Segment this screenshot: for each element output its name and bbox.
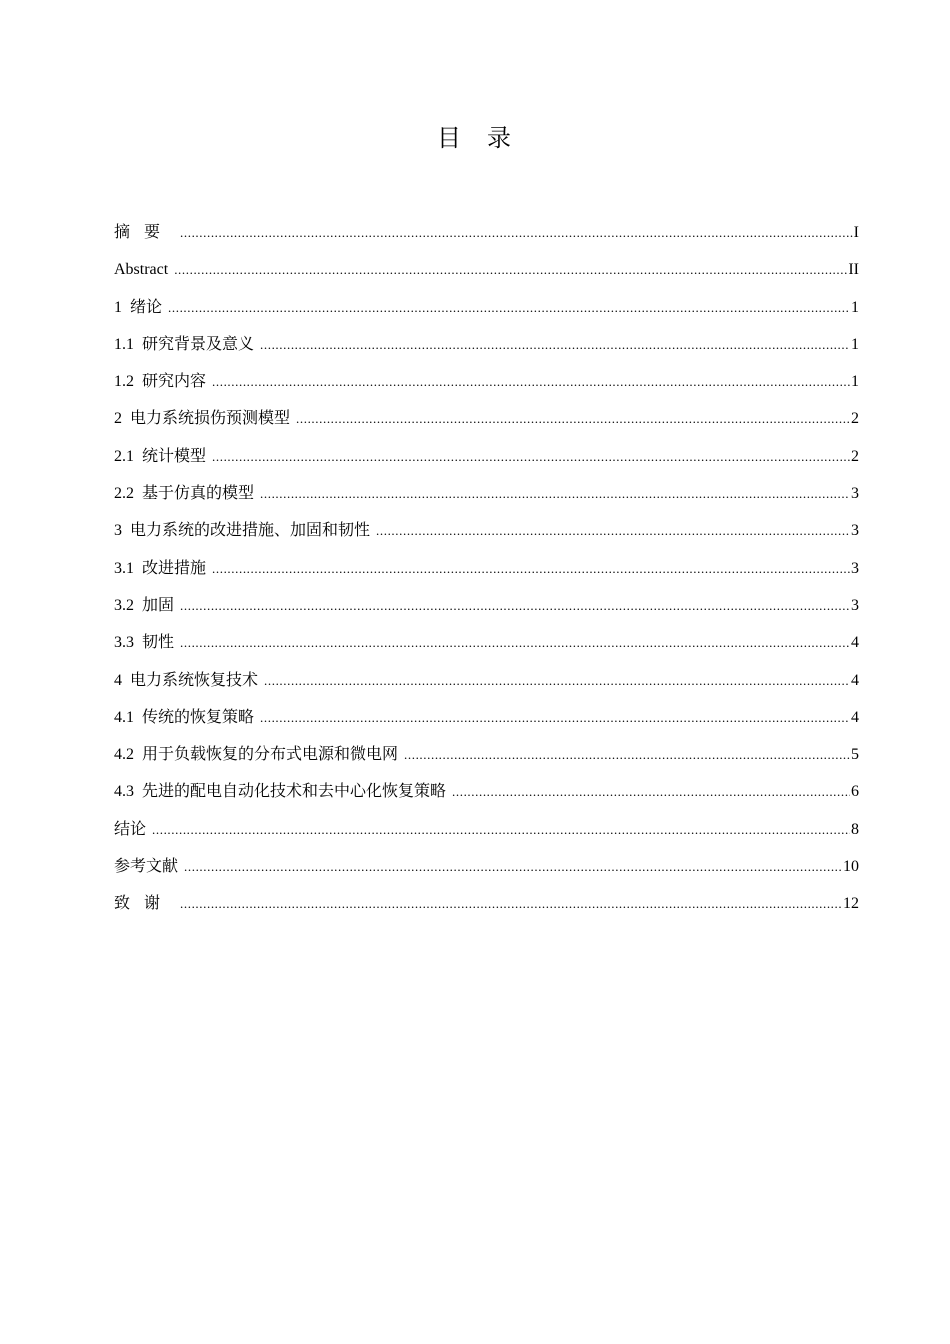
toc-entry-page-number: 8	[851, 820, 859, 838]
toc-entry[interactable]	[114, 475, 859, 512]
toc-entry-label	[114, 550, 212, 587]
toc-entry[interactable]	[114, 662, 859, 699]
toc-entry-number: 1	[114, 298, 122, 316]
toc-entry-page-number: 3	[851, 559, 859, 577]
toc-entry-number: 3.3	[114, 634, 134, 652]
toc-entry-page-number: 6	[851, 783, 859, 801]
toc-entry-text: 加固	[142, 596, 175, 614]
toc-entry-page-number: 3	[851, 596, 859, 614]
toc-entry-text: 电力系统损伤预测模型	[130, 410, 291, 428]
toc-entry-number: 3	[114, 522, 122, 540]
toc-entry-page-number: 1	[851, 373, 859, 391]
title-char-1: 目	[437, 124, 487, 152]
toc-entry-page-number: 4	[851, 708, 859, 726]
toc-entry-page-number: 5	[851, 746, 859, 764]
toc-entry-page-number: 12	[843, 895, 859, 913]
toc-entry-label	[114, 400, 296, 437]
toc-entry-page-number: 10	[843, 858, 859, 876]
toc-entry-label	[114, 438, 212, 475]
toc-entry-label	[114, 736, 404, 773]
dot-leader	[180, 587, 850, 624]
dot-leader	[296, 400, 850, 437]
toc-entry-text: 用于负载恢复的分布式电源和微电网	[142, 746, 399, 764]
toc-entry[interactable]	[114, 326, 859, 363]
toc-entry[interactable]	[114, 400, 859, 437]
toc-entry[interactable]	[114, 363, 859, 400]
toc-entry-text: 参考文献	[114, 858, 179, 876]
toc-entry-page-number: 3	[851, 522, 859, 540]
toc-entry-text: 电力系统恢复技术	[130, 671, 259, 689]
title-char-2: 录	[487, 124, 537, 152]
toc-entry-text: 先进的配电自动化技术和去中心化恢复策略	[142, 783, 447, 801]
dot-leader	[168, 289, 850, 326]
toc-entry-page-number: 1	[851, 335, 859, 353]
dot-leader	[174, 251, 847, 288]
toc-entry-page-number: 2	[851, 447, 859, 465]
toc-entry-label	[114, 363, 212, 400]
dot-leader	[260, 326, 850, 363]
dot-leader	[212, 438, 850, 475]
dot-leader	[404, 736, 850, 773]
toc-entry-number: 4.3	[114, 783, 134, 801]
toc-entry-number: 4.2	[114, 746, 134, 764]
toc-entry-label	[114, 512, 376, 549]
toc-entry-label	[114, 885, 180, 922]
toc-entry[interactable]	[114, 214, 859, 251]
toc-entry-label	[114, 848, 184, 885]
toc-entry-page-number: 2	[851, 410, 859, 428]
dot-leader	[452, 773, 850, 810]
toc-entry[interactable]	[114, 773, 859, 810]
toc-entry-text: 致谢	[114, 895, 175, 913]
toc-entry-text: Abstract	[114, 261, 169, 279]
toc-entry-label	[114, 624, 180, 661]
toc-entry[interactable]	[114, 736, 859, 773]
page-title	[0, 120, 950, 156]
toc-entry[interactable]	[114, 811, 859, 848]
toc-entry-label	[114, 251, 174, 288]
toc-entry-number: 2.2	[114, 485, 134, 503]
toc-entry[interactable]	[114, 885, 859, 922]
toc-entry-number: 1.1	[114, 335, 134, 353]
toc-entry[interactable]	[114, 251, 859, 288]
toc-entry-label	[114, 662, 264, 699]
dot-leader	[180, 624, 850, 661]
toc-entry[interactable]	[114, 587, 859, 624]
dot-leader	[152, 811, 850, 848]
toc-entry-text: 基于仿真的模型	[142, 485, 255, 503]
dot-leader	[260, 475, 850, 512]
toc-entry-label	[114, 699, 260, 736]
dot-leader	[212, 550, 850, 587]
toc-entry-text: 传统的恢复策略	[142, 708, 255, 726]
dot-leader	[376, 512, 850, 549]
toc-entry-page-number: 4	[851, 634, 859, 652]
toc-entry[interactable]	[114, 550, 859, 587]
toc-entry-number: 4	[114, 671, 122, 689]
toc-entry-text: 绪论	[130, 298, 163, 316]
toc-entry-text: 统计模型	[142, 447, 207, 465]
toc-entry[interactable]	[114, 289, 859, 326]
toc-entry-label	[114, 587, 180, 624]
toc-entry-label	[114, 773, 452, 810]
dot-leader	[180, 214, 853, 251]
toc-entry-page-number: 3	[851, 485, 859, 503]
dot-leader	[212, 363, 850, 400]
toc-entry-number: 3.2	[114, 596, 134, 614]
toc-entry[interactable]	[114, 624, 859, 661]
toc-entry-number: 3.1	[114, 559, 134, 577]
toc-entry-page-number: II	[848, 261, 859, 279]
dot-leader	[180, 885, 842, 922]
toc-entry-number: 1.2	[114, 373, 134, 391]
toc-entry-page-number: 4	[851, 671, 859, 689]
toc-entry-page-number: I	[853, 224, 859, 241]
toc-entry-text: 摘要	[114, 224, 175, 241]
toc-entry[interactable]	[114, 512, 859, 549]
toc-entry-text: 研究背景及意义	[142, 335, 255, 353]
toc-entry-text: 结论	[114, 820, 147, 838]
toc-entry-text: 电力系统的改进措施、加固和韧性	[130, 522, 371, 540]
toc-entry-page-number: 1	[851, 298, 859, 316]
toc-entry-label	[114, 214, 180, 251]
dot-leader	[260, 699, 850, 736]
dot-leader	[184, 848, 842, 885]
toc-entry[interactable]	[114, 699, 859, 736]
toc-entry-number: 2.1	[114, 447, 134, 465]
toc-entry[interactable]	[114, 848, 859, 885]
toc-entry-number: 4.1	[114, 708, 134, 726]
toc-entry-label	[114, 326, 260, 363]
toc-entry[interactable]	[114, 438, 859, 475]
toc-entry-number: 2	[114, 410, 122, 428]
dot-leader	[264, 662, 850, 699]
toc-entry-label	[114, 811, 152, 848]
toc-entry-label	[114, 475, 260, 512]
toc-entry-label	[114, 289, 168, 326]
toc-entry-text: 韧性	[142, 634, 175, 652]
toc-entry-text: 研究内容	[142, 373, 207, 391]
toc-entry-text: 改进措施	[142, 559, 207, 577]
toc-list	[114, 214, 859, 923]
